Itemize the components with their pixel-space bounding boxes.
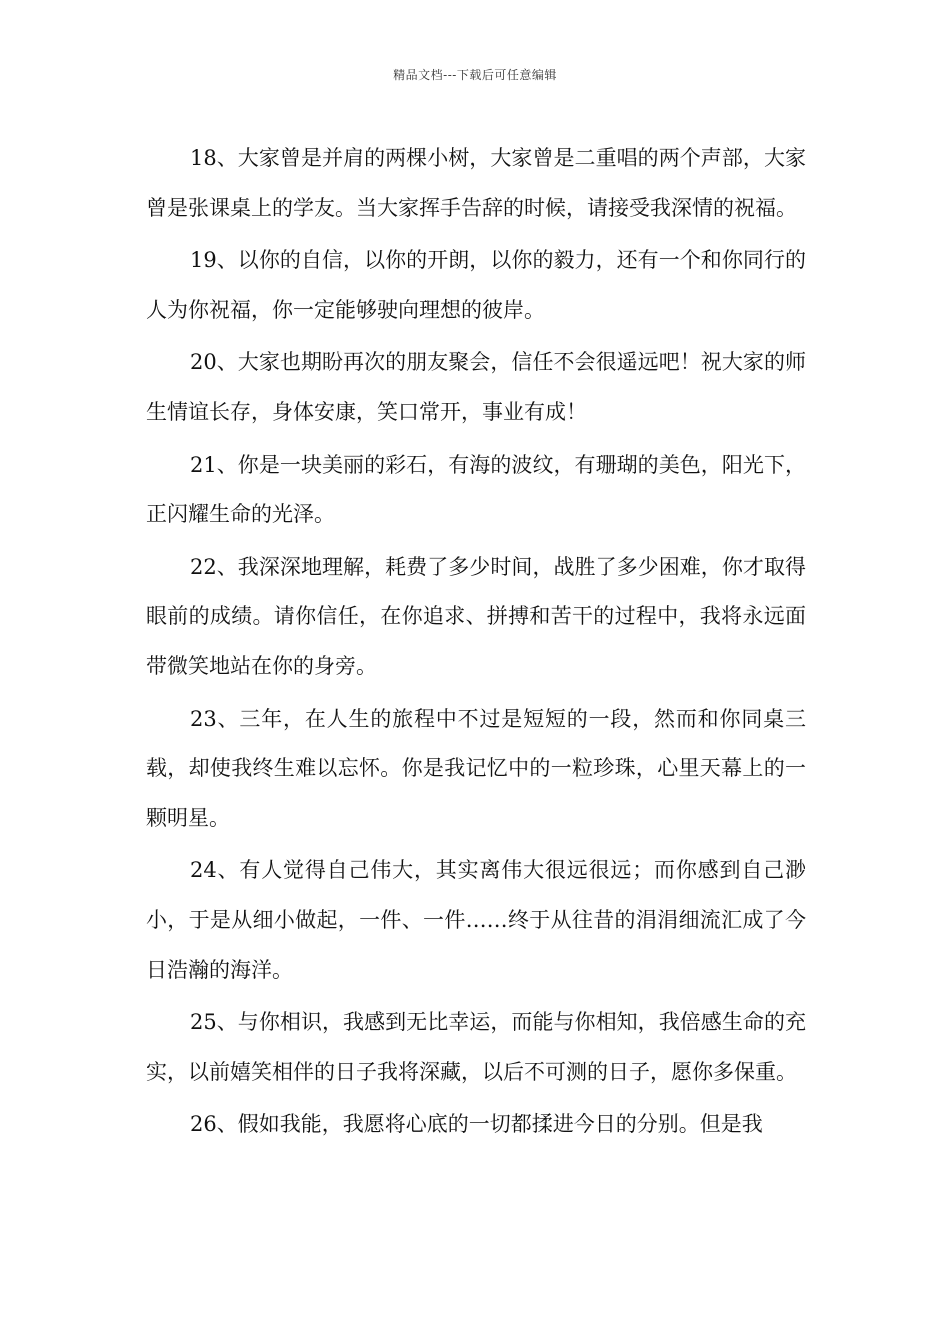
paragraph-19: 19、以你的自信，以你的开朗，以你的毅力，还有一个和你同行的人为你祝福，你一定能够驶向理想的彼岸。 — [146, 248, 806, 322]
page-header: 精品文档---下载后可任意编辑 — [393, 68, 557, 82]
paragraph-26: 26、假如我能，我愿将心底的一切都揉进今日的分别。但是我 — [190, 1112, 763, 1137]
paragraph-25: 25、与你相识，我感到无比幸运，而能与你相知，我倍感生命的充实，以前嬉笑相伴的日子我将深藏，以后不可测的日子，愿你多保重。 — [146, 1010, 806, 1084]
paragraph-21: 21、你是一块美丽的彩石，有海的波纹，有珊瑚的美色，阳光下，正闪耀生命的光泽。 — [146, 452, 806, 527]
paragraph-18: 18、大家曾是并肩的两棵小树，大家曾是二重唱的两个声部，大家曾是张课桌上的学友。当大家挥手告辞的时候，请接受我深情的祝福。 — [146, 146, 806, 220]
paragraph-24: 24、有人觉得自己伟大，其实离伟大很远很远；而你感到自己渺小，于是从细小做起，一件、一件……终于从往昔的涓涓细流汇成了今日浩瀚的海洋。 — [146, 858, 806, 982]
paragraph-20: 20、大家也期盼再次的朋友聚会，信任不会很遥远吧！祝大家的师生情谊长存，身体安康，笑口常开，事业有成！ — [146, 350, 806, 424]
paragraph-22: 22、我深深地理解，耗费了多少时间，战胜了多少困难，你才取得眼前的成绩。请你信任，在你追求、拼搏和苦干的过程中，我将永远面带微笑地站在你的身旁。 — [146, 554, 806, 678]
paragraph-23: 23、三年，在人生的旅程中不过是短短的一段，然而和你同桌三载，却使我终生难以忘怀。你是我记忆中的一粒珍珠，心里天幕上的一颗明星。 — [146, 706, 806, 830]
document-body — [146, 134, 806, 1153]
